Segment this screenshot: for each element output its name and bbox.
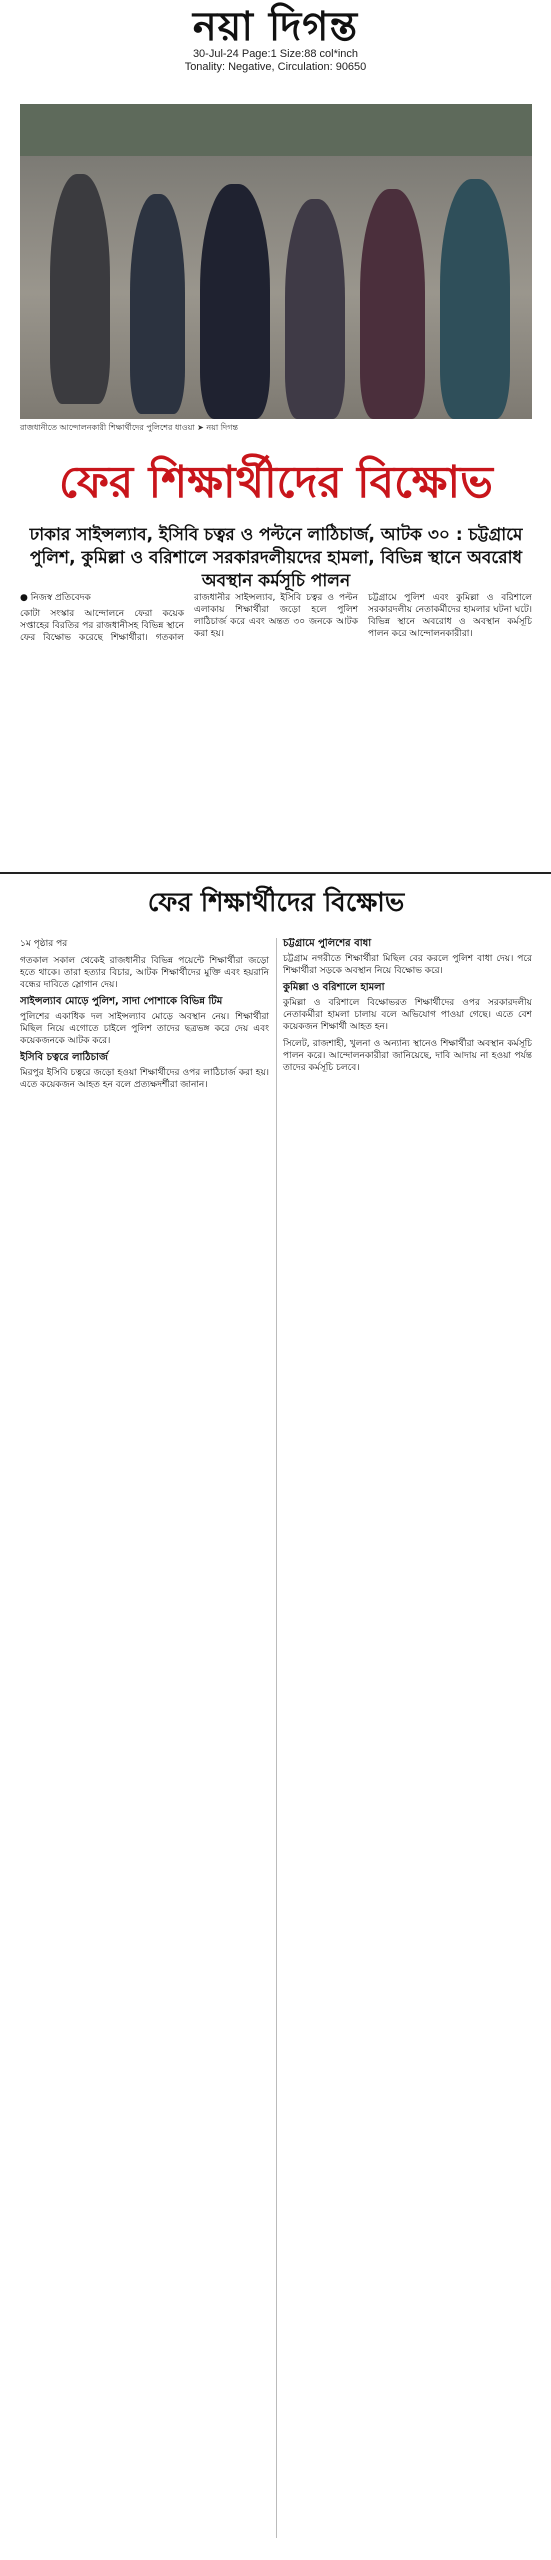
section-heading: কুমিল্লা ও বরিশালে হামলা <box>283 982 385 993</box>
section-heading: সাইন্সল্যাব মোড়ে পুলিশ, সাদা পোশাকে বিভিন্ন টিম <box>20 996 223 1007</box>
intro-paragraph: চট্টগ্রামে পুলিশ এবং কুমিল্লা ও বরিশালে সরকারদলীয় নেতাকর্মীদের হামলার ঘটনা ঘটে। বিভিন্ন স্থানে অবরোধ ও অবস্থান কর্মসূচি পালন করে আন্দোলনকারীরা। <box>368 593 532 639</box>
photo-figure <box>360 189 425 419</box>
continuation-note: ১ম পৃষ্ঠার পর <box>20 939 68 949</box>
section-divider <box>0 872 551 874</box>
body-paragraph: কুমিল্লা ও বরিশালে বিক্ষোভরত শিক্ষার্থীদের ওপর সরকারদলীয় নেতাকর্মীরা হামলা চালায় বলে অভিযোগ পাওয়া গেছে। এতে বেশ কয়েকজন শিক্ষার্থী আহত হন। <box>283 998 532 1032</box>
news-photo <box>20 104 532 419</box>
photo-figure <box>50 174 110 404</box>
photo-caption: রাজধানীতে আন্দোলনকারী শিক্ষার্থীদের পুলিশের ধাওয়া ➤ নয়া দিগন্ত <box>20 423 239 432</box>
article-intro <box>20 592 532 862</box>
newspaper-masthead <box>0 0 551 100</box>
article-body <box>20 938 532 2538</box>
intro-paragraph: কোটা সংস্কার আন্দোলনে ফেরা কয়েক সপ্তাহের বিরতির পর রাজধানীসহ বিভিন্ন স্থানে ফের বিক্ষোভ করেছে শিক্ষার্থীরা। গতকাল রাজধানীর সাইন্সল্যাব, ইসিবি চত্বর ও পল্টন এলাকায় শিক্ষার্থীরা জড়ো হলে পুলিশ লাঠিচার্জ করে এবং অন্তত ৩০ জনকে আটক করা হয়। <box>20 593 358 643</box>
photo-figure <box>440 179 510 419</box>
section-heading: চট্টগ্রামে পুলিশের বাধা <box>283 938 372 949</box>
photo-figure <box>285 199 345 419</box>
article-headline: ফের শিক্ষার্থীদের বিক্ষোভ <box>59 457 493 508</box>
body-paragraph: মিরপুর ইসিবি চত্বরে জড়ো হওয়া শিক্ষার্থীদের ওপর লাঠিচার্জ করা হয়। এতে কয়েকজন আহত হন বলে প্রত্যক্ষদর্শীরা জানান। <box>20 1068 269 1090</box>
continued-headline: ফের শিক্ষার্থীদের বিক্ষোভ <box>147 888 405 918</box>
body-paragraph: চট্টগ্রাম নগরীতে শিক্ষার্থীরা মিছিল বের করলে পুলিশ বাধা দেয়। পরে শিক্ষার্থীরা সড়কে অবস্থান নিয়ে বিক্ষোভ করে। <box>283 954 532 976</box>
byline: ● নিজস্ব প্রতিবেদক <box>20 593 91 603</box>
clipping-meta-circulation: Tonality: Negative, Circulation: 90650 <box>184 61 367 73</box>
photo-figure <box>130 194 185 414</box>
newspaper-logo: নয়া দিগন্ত <box>192 3 359 50</box>
section-heading: ইসিবি চত্বরে লাঠিচার্জ <box>20 1052 108 1063</box>
clipping-meta-date: 30-Jul-24 Page:1 Size:88 col*inch <box>192 48 359 60</box>
body-paragraph: পুলিশের একাধিক দল সাইন্সল্যাব মোড়ে অবস্থান নেয়। শিক্ষার্থীরা মিছিল নিয়ে এগোতে চাইলে পুলিশ তাদের ছত্রভঙ্গ করে দেয় এবং কয়েকজনকে আটক করে। <box>20 1012 269 1046</box>
body-paragraph: সিলেট, রাজশাহী, খুলনা ও অন্যান্য স্থানেও শিক্ষার্থীরা অবস্থান কর্মসূচি পালন করে। আন্দোলনকারীরা জানিয়েছে, দাবি আদায় না হওয়া পর্যন্ত তাদের কর্মসূচি চলবে। <box>283 1039 532 1073</box>
body-paragraph: গতকাল সকাল থেকেই রাজধানীর বিভিন্ন পয়েন্টে শিক্ষার্থীরা জড়ো হতে থাকে। তারা হত্যার বিচার, আটক শিক্ষার্থীদের মুক্তি এবং হয়রানি বন্ধের দাবিতে স্লোগান দেয়। <box>20 956 269 990</box>
article-subhead: ঢাকার সাইন্সল্যাব, ইসিবি চত্বর ও পল্টনে লাঠিচার্জ, আটক ৩০ : চট্টগ্রামে পুলিশ, কুমিল্লা ও বরিশালে সরকারদলীয়দের হামলা, বিভিন্ন স্থানে অবরোধ অবস্থান কর্মসূচি পালন <box>29 525 523 591</box>
photo-figure <box>200 184 270 419</box>
